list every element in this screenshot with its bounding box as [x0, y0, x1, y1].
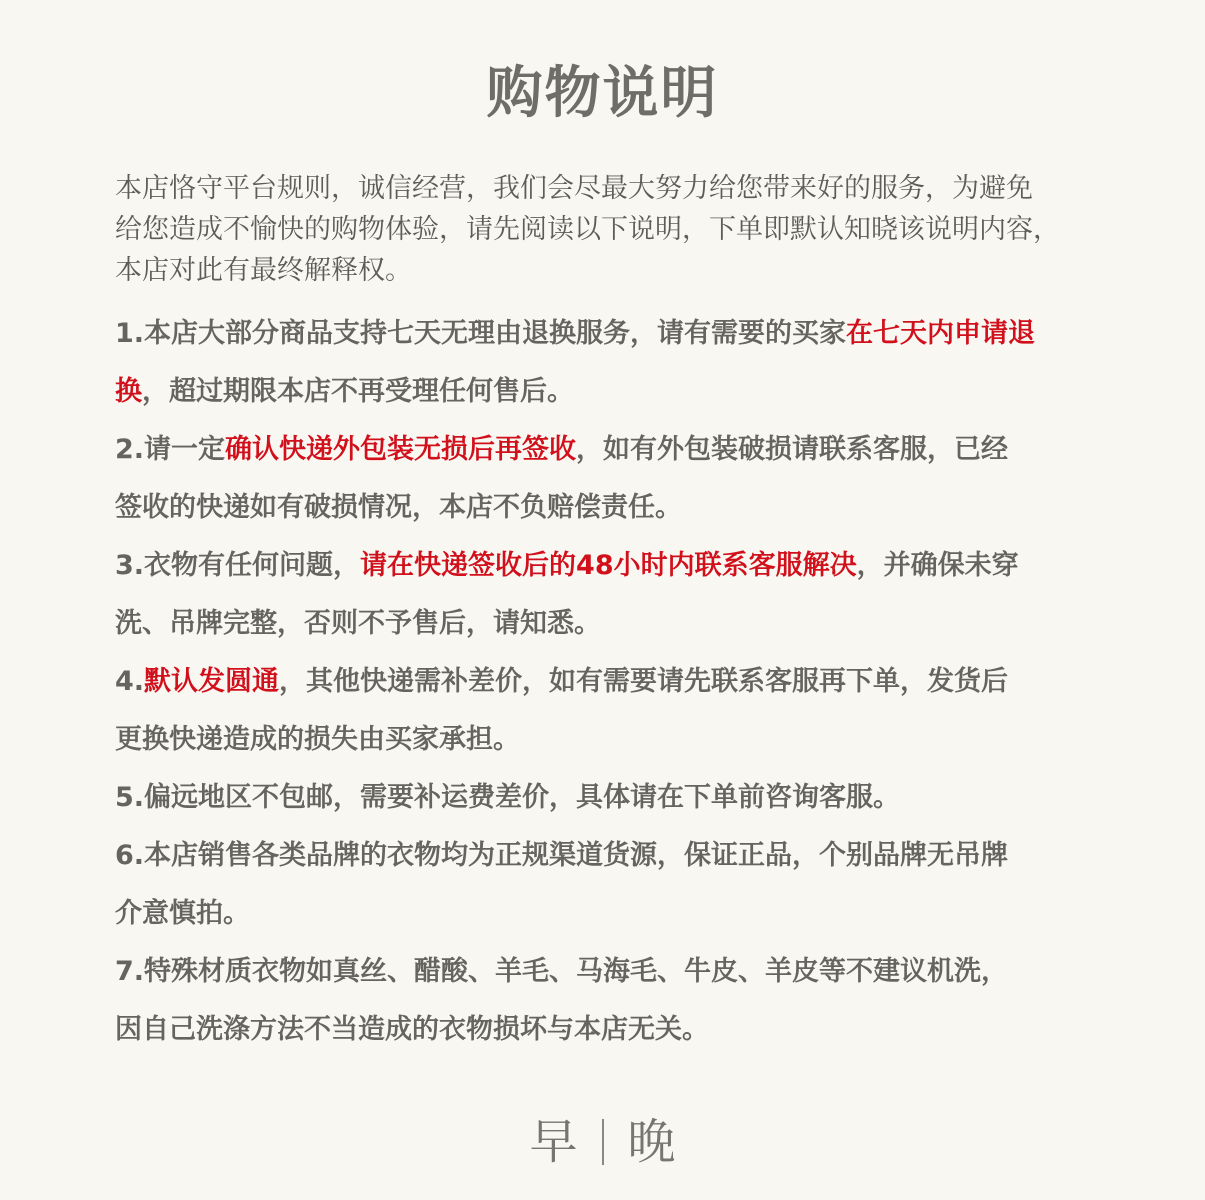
rule-text: ，如有外包装破损请联系客服，已经 — [576, 434, 1009, 465]
rule-3-line-1 — [115, 537, 1155, 595]
rule-text: 签收的快递如有破损情况，本店不负赔偿责任。 — [115, 492, 682, 523]
rule-7-line-2 — [115, 1001, 1155, 1059]
rule-highlight: 默认发圆通 — [144, 666, 280, 697]
intro-line: 本店恪守平台规则，诚信经营，我们会尽最大努力给您带来好的服务，为避免 — [115, 173, 1033, 204]
rule-highlight: 请在快递签收后的48小时内联系客服解决 — [360, 550, 857, 581]
rule-4-line-2 — [115, 711, 1155, 769]
rule-text: 3.衣物有任何问题， — [115, 550, 361, 581]
rule-text: 2.请一定 — [115, 434, 226, 465]
rule-1-line-2 — [115, 363, 1155, 421]
intro-line: 给您造成不愉快的购物体验，请先阅读以下说明，下单即默认知晓该说明内容， — [115, 214, 1060, 245]
rule-4-line-1 — [115, 653, 1155, 711]
rule-highlight: 确认快递外包装无损后再签收 — [225, 434, 577, 465]
rule-5-line-1 — [115, 769, 1155, 827]
rule-text: 介意慎拍。 — [115, 898, 250, 929]
rule-highlight: 换 — [115, 376, 142, 407]
intro-paragraph — [115, 168, 1165, 291]
brand-divider — [602, 1119, 604, 1165]
rule-text: 1.本店大部分商品支持七天无理由退换服务，请有需要的买家 — [115, 318, 847, 349]
brand-right: 晚 — [627, 1113, 676, 1170]
rule-7-line-1 — [115, 943, 1155, 1001]
rule-text: 更换快递造成的损失由买家承担。 — [115, 724, 520, 755]
rule-6-line-2 — [115, 885, 1155, 943]
brand-left: 早 — [529, 1113, 578, 1170]
rule-2-line-2 — [115, 479, 1155, 537]
page-title: 购物说明 — [486, 61, 719, 126]
brand-signature — [0, 1105, 1205, 1175]
rule-text: ，并确保未穿 — [856, 550, 1019, 581]
rules-list — [115, 305, 1155, 1059]
rule-text: ，其他快递需补差价，如有需要请先联系客服再下单，发货后 — [279, 666, 1009, 697]
rule-text: 6.本店销售各类品牌的衣物均为正规渠道货源，保证正品，个别品牌无吊牌 — [115, 840, 1009, 871]
rule-6-line-1 — [115, 827, 1155, 885]
rule-1-line-1 — [115, 305, 1155, 363]
rule-text: 因自己洗涤方法不当造成的衣物损坏与本店无关。 — [115, 1014, 709, 1045]
rule-3-line-2 — [115, 595, 1155, 653]
rule-text: ，超过期限本店不再受理任何售后。 — [142, 376, 574, 407]
intro-line: 本店对此有最终解释权。 — [115, 255, 412, 286]
rule-text: 洗、吊牌完整，否则不予售后，请知悉。 — [115, 608, 601, 639]
rule-text: 5.偏远地区不包邮，需要补运费差价，具体请在下单前咨询客服。 — [115, 782, 901, 813]
rule-text: 7.特殊材质衣物如真丝、醋酸、羊毛、马海毛、牛皮、羊皮等不建议机洗， — [115, 956, 1009, 987]
rule-highlight: 在七天内申请退 — [846, 318, 1036, 349]
rule-text: 4. — [115, 666, 145, 697]
rule-2-line-1 — [115, 421, 1155, 479]
